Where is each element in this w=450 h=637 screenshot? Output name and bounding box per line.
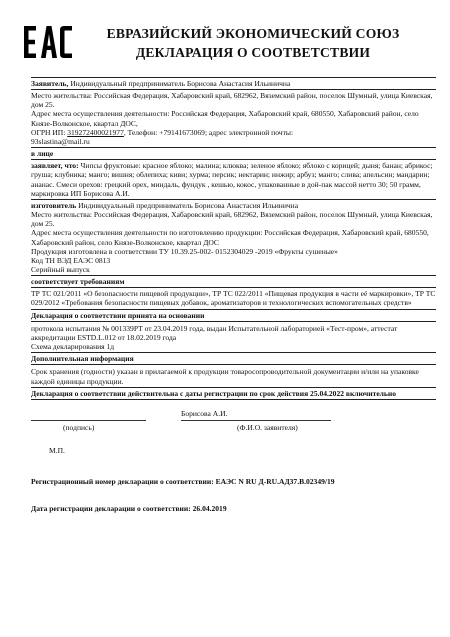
divider	[31, 321, 436, 322]
additional-info-label: Дополнительная информация	[31, 354, 134, 364]
requirements-label: соответствует требованиям	[31, 277, 125, 287]
applicant-label: Заявитель,	[31, 79, 69, 88]
manufacturer-line	[31, 201, 436, 210]
manufacturer-standard: Продукция изготовлена в соответствии ТУ 10.39.25-002- 0152304029 -2019 «Фрукты сушеные»	[31, 246, 338, 256]
registration-number: Регистрационный номер декларации о соответствии: ЕАЭС N RU Д-RU.АД37.В.02349/19	[31, 477, 335, 486]
union-title: ЕВРАЗИЙСКИЙ ЭКОНОМИЧЕСКИЙ СОЮЗ	[106, 26, 400, 41]
basis-text: протокола испытания № 001339РТ от 23.04.2019 года, выдан Испытательной лабораторией «Тест-пром», аттестат аккредитации ESTD.L.012 от 18.02.2019 года	[31, 323, 398, 342]
name-line	[181, 420, 331, 421]
manufacturer-label: изготовитель	[31, 200, 77, 210]
divider	[31, 77, 436, 78]
applicant-name: Индивидуальный предприниматель Борисова Анастасия Ильинична	[68, 79, 291, 88]
seal-placeholder: М.П.	[49, 445, 65, 455]
declaration-title: ДЕКЛАРАЦИЯ О СООТВЕТСТВИИ	[135, 45, 371, 60]
ogrn-label: ОГРН ИП:	[31, 127, 68, 137]
validity-statement: Декларация о соответствии действительна с даты регистрации по срок действия 25.04.2022 включительно	[31, 388, 397, 398]
signature-line	[31, 420, 146, 421]
divider	[31, 364, 436, 365]
in-person-label: в лице	[31, 149, 54, 159]
applicant-activity-address: Адрес места осуществления деятельности: Российская Федерация, Хабаровский край, 680550, Хабаровский район, село Князе-Волконское, квартал ДОС,	[31, 109, 419, 128]
hs-code: Код ТН ВЭД ЕАЭС 0813	[31, 255, 111, 265]
signer-name: Борисова А.И.	[181, 408, 228, 418]
divider	[31, 275, 436, 276]
phone-email: , Телефон: +79141673069; адрес электронной почты:	[123, 127, 294, 137]
product-description: Чипсы фруктовые: красное яблоко; малина; клюква; зеленое яблоко; яблоко с корицей; дыня; банан; абрикос; груша; клубника; манго; вишня; облепиха; киви; хурма; персик; нектарин; инжир; арбуз; манго; слива; апельсин; мандарин; ананас. Смеси орехов: грецкий орех, миндаль, фундук , кешью, кокос, упакованные в дой-пак массой нетто 30; 50 грамм, маркировка ИП Борисова А.И.	[31, 161, 433, 198]
signature-block	[31, 406, 436, 442]
basis-label: Декларация о соответствии принята на основании	[31, 310, 205, 320]
signature-caption: (подпись)	[63, 422, 95, 432]
requirements-text: ТР ТС 021/2011 «О безопасности пищевой продукции», ТР ТС 022/2011 «Пищевая продукция в части её маркировки», ТР ТС 029/2012 «Требования безопасности пищевых добавок, ароматизаторов и технологических вспомогательных средств»	[31, 289, 436, 308]
manufacturer-name: Индивидуальный предприниматель Борисова Анастасия Ильинична	[76, 200, 299, 210]
applicant-residence: Место жительства: Российская Федерация, Хабаровский край, 682962, Вяземский район, поселок Шумный, улица Киевская, дом 25.	[31, 91, 433, 110]
declares-line	[31, 161, 436, 198]
applicant-line	[31, 79, 436, 88]
applicant-ogrn-line	[31, 128, 436, 137]
declares-label: заявляет, что:	[31, 161, 79, 171]
divider	[31, 287, 436, 288]
release-type: Серийный выпуск	[31, 264, 90, 274]
applicant-email: 93slastina@mail.ru	[31, 136, 90, 146]
declaration-body	[31, 76, 436, 513]
divider	[31, 399, 436, 400]
manufacturer-residence: Место жительства: Российская Федерация, Хабаровский край, 682962, Вяземский район, поселок Шумный, улица Киевская, дом 25.	[31, 210, 433, 229]
ogrn-value: 319272400021977	[67, 127, 124, 137]
declaration-scheme: Схема декларирования 1д	[31, 342, 115, 352]
eac-logo	[20, 22, 76, 62]
divider	[31, 147, 436, 148]
divider	[31, 309, 436, 310]
name-caption: (Ф.И.О. заявителя)	[237, 422, 298, 432]
additional-info-text: Срок хранения (годности) указан в прилагаемой к продукции товаросопроводительной документации и/или на упаковке каждой единицы продукции.	[31, 367, 419, 386]
divider	[31, 352, 436, 353]
registration-date: Дата регистрации декларации о соответствии: 26.04.2019	[31, 504, 227, 514]
divider	[31, 159, 436, 160]
divider	[31, 199, 436, 200]
divider	[31, 387, 436, 388]
manufacturer-activity-address: Адрес места осуществления деятельности по изготовлению продукции: Российская Федерация, Хабаровский край, 680550, Хабаровский район, село Князе-Волконское, квартал ДОС	[31, 228, 429, 247]
divider	[31, 89, 436, 90]
